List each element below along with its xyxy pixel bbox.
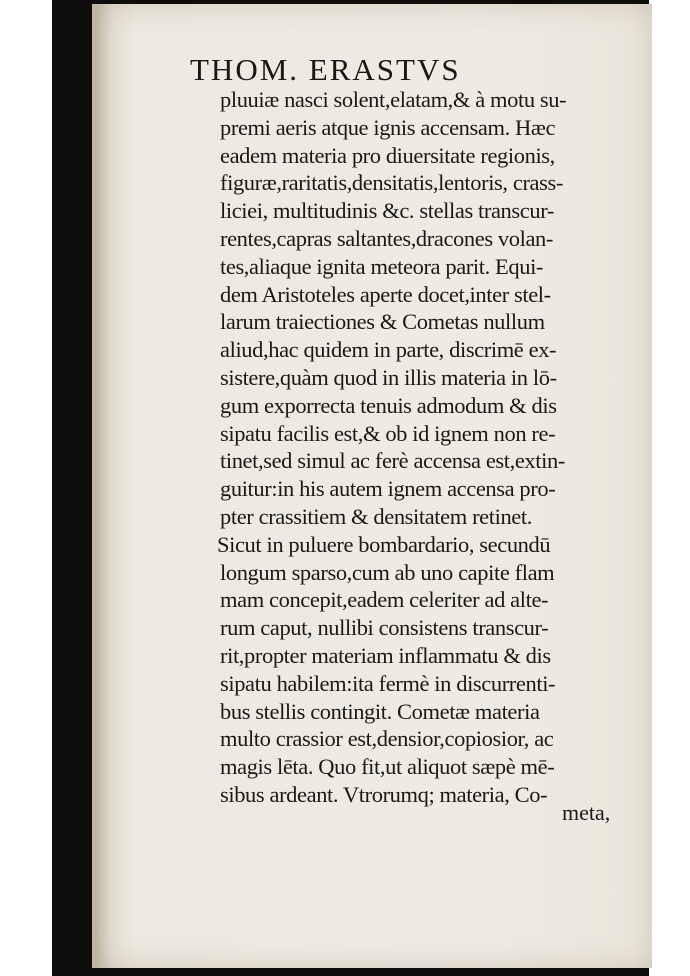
text-line: sistere,quàm quod in illis materia in lō- [220, 364, 557, 390]
text-line: guitur:in his autem ignem accensa pro- [220, 476, 556, 502]
text-line: sipatu habilem:ita fermè in discurrenti- [220, 670, 556, 696]
text-line: pter crassitiem & densitatem retinet. [220, 503, 532, 529]
text-line: tes,aliaque ignita meteora parit. Equi- [220, 253, 544, 279]
text-line: pluuiæ nasci solent,elatam,& à motu su- [220, 87, 567, 112]
text-line: longum sparso,cum ab uno capite flam [220, 559, 555, 585]
text-line: larum traiectiones & Cometas nullum [220, 309, 545, 335]
text-line: sipatu facilis est,& ob id ignem non re- [220, 420, 556, 446]
text-line: mam concepit,eadem celeriter ad alte- [220, 587, 549, 613]
text-line: dem Aristoteles aperte docet,inter stel- [220, 281, 551, 307]
text-line: bus stellis contingit. Cometæ materia [220, 698, 540, 724]
text-line: magis lēta. Quo fit,ut aliquot sæpè mē- [220, 754, 555, 780]
text-line: premi aeris atque ignis accensam. Hæc [220, 114, 556, 140]
text-line: gum exporrecta tenuis admodum & dis [220, 392, 557, 418]
text-line: Sicut in puluere bombardario, secundū [217, 531, 551, 557]
text-line: liciei, multitudinis &c. stellas transcur- [220, 198, 554, 224]
text-line: multo crassior est,densior,copiosior, ac [220, 726, 554, 752]
text-line: rum caput, nullibi consistens transcur- [220, 615, 549, 641]
text-line: figuræ,raritatis,densitatis,lentoris, crass- [220, 170, 563, 196]
text-line: aliud,hac quidem in parte, discrimē ex- [220, 337, 557, 363]
catchword: meta, [562, 800, 611, 825]
text-line: tinet,sed simul ac ferè accensa est,extin- [220, 448, 565, 474]
text-line: eadem materia pro diuersitate regionis, [220, 142, 555, 168]
text-line: rit,propter materiam inflammatu & dis [220, 642, 551, 668]
text-line: rentes,capras saltantes,dracones volan- [220, 225, 553, 251]
running-head: THOM. ERASTVS [190, 52, 461, 87]
body-text [217, 86, 632, 809]
text-line: sibus ardeant. Vtrorumq; materia, Co- [220, 781, 548, 807]
